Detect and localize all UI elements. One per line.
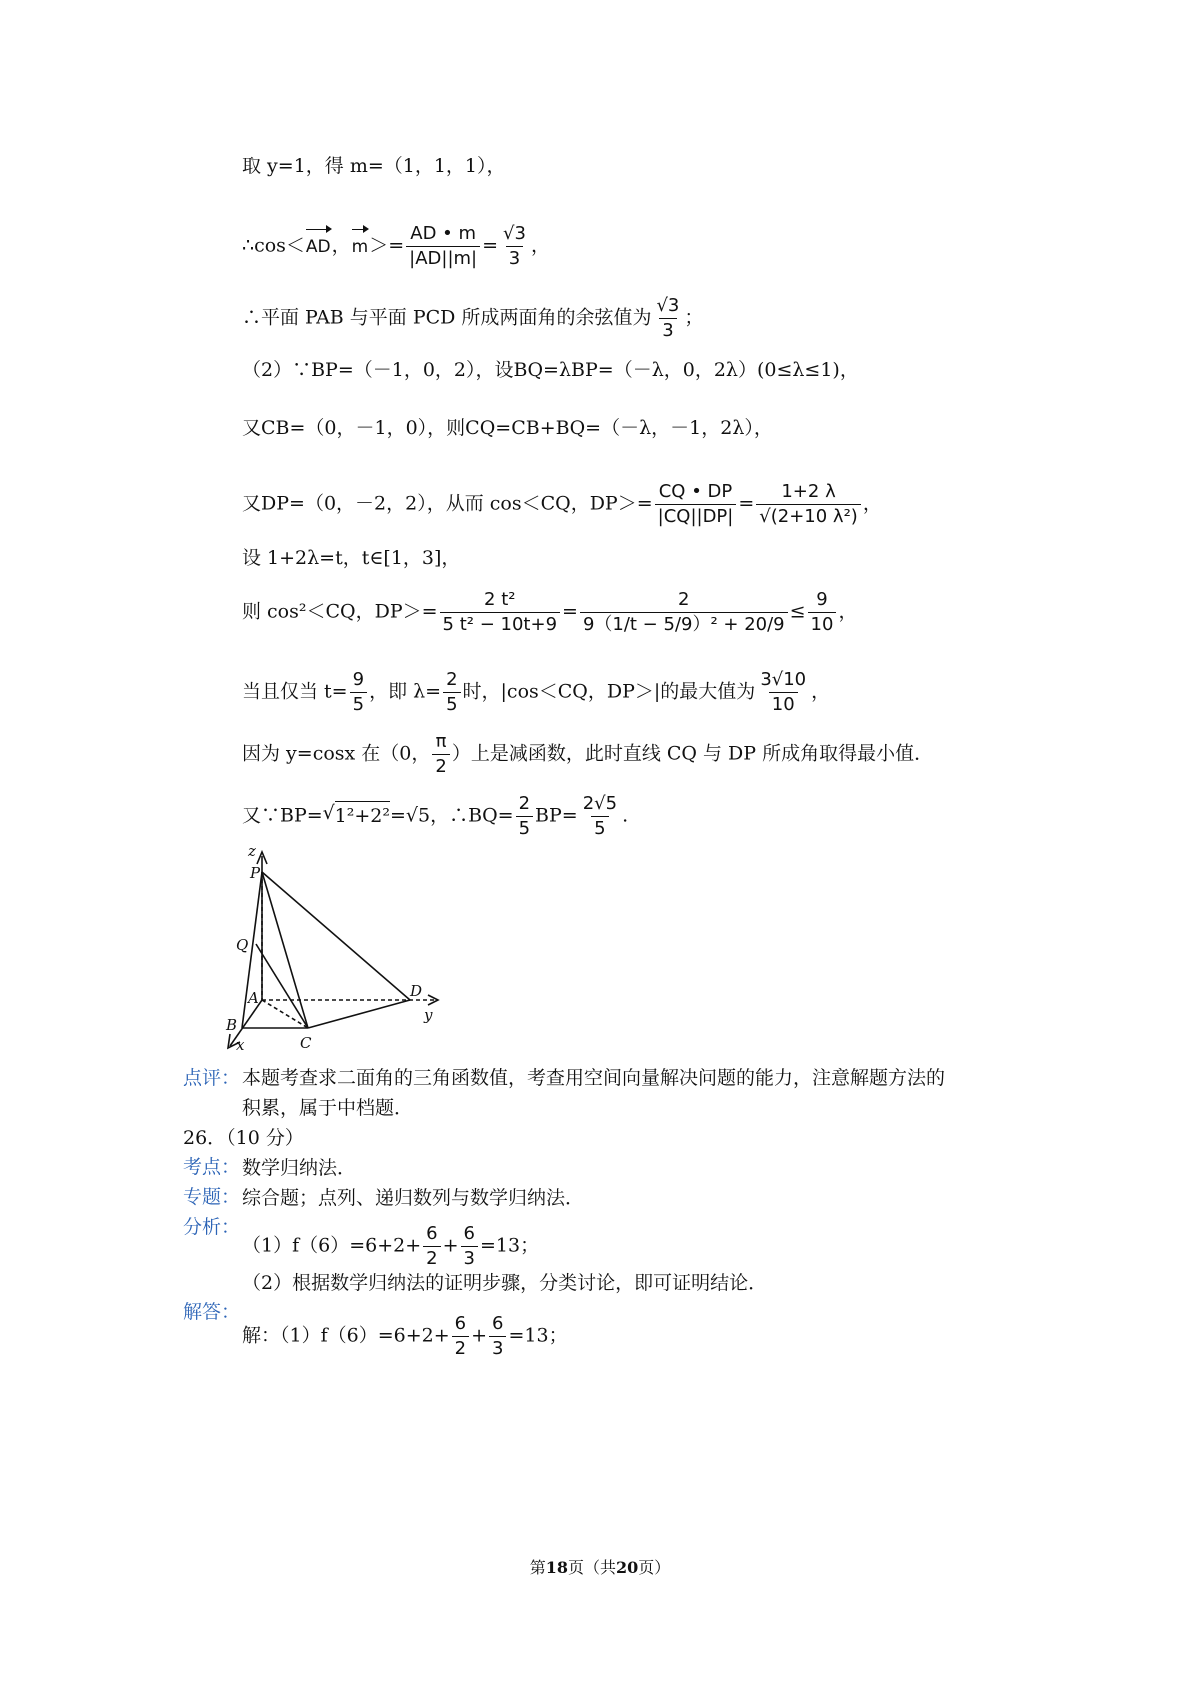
vector-m: m (351, 233, 370, 261)
text-a: 又∵BP= (242, 804, 323, 827)
solution-line-3 (242, 294, 703, 343)
frac-den: 3 (506, 246, 523, 271)
frac-num: 1+2 λ (781, 481, 836, 502)
fraction-lambda (443, 668, 460, 717)
total-pages: 20 (616, 1558, 639, 1577)
text-b: =13； (479, 1234, 540, 1257)
fraction-dot-product (655, 480, 737, 529)
frac-den: 5 (516, 816, 533, 841)
vector-ad: AD (305, 233, 332, 261)
frac-num: 2 (446, 669, 458, 690)
frac-num: π (435, 731, 447, 752)
page-number: 18 (545, 1558, 568, 1577)
label-d: D (410, 982, 423, 1000)
footer-pre: 第 (529, 1558, 546, 1577)
frac-num: 6 (454, 1313, 467, 1334)
label-p: P (250, 864, 261, 882)
frac-num: 3√10 (760, 669, 807, 690)
label-c: C (300, 1034, 312, 1052)
frac-den: 5 (591, 816, 608, 841)
frac-num: 6 (492, 1313, 504, 1334)
frac-num: 2 (678, 589, 690, 610)
solution-line-11 (242, 792, 628, 841)
edge-qc (256, 944, 308, 1028)
frac-den: 2 (423, 1246, 440, 1271)
frac-den: 2 (452, 1336, 469, 1361)
plus: + (442, 1234, 459, 1257)
eq: = (738, 492, 755, 515)
review-text-1: 本题考查求二面角的三角函数值，考查用空间向量解决问题的能力，注意解题方法的 (242, 1067, 946, 1089)
frac-den: |AD||m| (406, 246, 480, 271)
end: ， (862, 492, 882, 515)
frac-num: 2 t² (484, 589, 516, 610)
fraction-1 (440, 588, 560, 637)
fraction-1 (423, 1222, 440, 1271)
frac-num: √3 (503, 223, 526, 244)
solution-line-1: 取 y=1，得 m=（1，1，1）， (242, 155, 506, 177)
frac-den: 3 (659, 318, 676, 343)
pyramid-figure (220, 838, 460, 1060)
fraction-result (756, 480, 861, 529)
q26-title: 26．（10 分） (183, 1127, 304, 1149)
frac-den: 5 t² − 10t+9 (440, 612, 560, 637)
fraction-max (757, 668, 809, 717)
frac-den: 3 (461, 1246, 478, 1271)
kaodian-tag: 考点： (183, 1156, 241, 1178)
frac-num: CQ • DP (658, 481, 733, 502)
end: ， (811, 680, 831, 703)
frac-den: 9（1/t − 5/9）² + 20/9 (580, 612, 788, 637)
footer-mid: 页（共 (567, 1558, 616, 1577)
text-b: ，即 λ= (369, 680, 442, 703)
end: ， (838, 600, 858, 623)
fraction-t (350, 668, 367, 717)
end: ， (530, 234, 550, 257)
text-a: （1）f（6）=6+2+ (242, 1234, 422, 1257)
plus: + (471, 1324, 488, 1347)
sep: ， (331, 234, 351, 257)
frac-den: 2 (432, 754, 449, 779)
le: ≤ (789, 600, 806, 623)
solution-line-6 (242, 480, 882, 529)
zhuanti-tag: 专题： (183, 1186, 241, 1208)
end: ； (684, 306, 704, 329)
review-text-2: 积累，属于中档题． (242, 1097, 414, 1119)
solution-line-2 (242, 222, 550, 271)
frac-den: 3 (489, 1336, 506, 1361)
fraction-result (500, 222, 529, 271)
review-tag: 点评： (183, 1067, 241, 1089)
frac-num: 6 (463, 1223, 475, 1244)
fraction-3 (808, 588, 837, 637)
label-b: B (226, 1016, 238, 1034)
frac-den: 10 (808, 612, 837, 637)
fenxi-tag: 分析： (183, 1216, 241, 1238)
jieda-tag: 解答： (183, 1301, 241, 1323)
label-y: y (424, 1006, 433, 1024)
frac-den: 5 (443, 692, 460, 717)
text-c: BP= (535, 804, 578, 827)
label-z: z (248, 842, 256, 860)
text-b: ）上是减函数，此时直线 CQ 与 DP 所成角取得最小值． (451, 742, 934, 765)
label-x: x (236, 1036, 245, 1054)
frac-num: 2 (518, 793, 531, 814)
fenxi-line-2: （2）根据数学归纳法的证明步骤，分类讨论，即可证明结论． (242, 1272, 768, 1294)
text-a: 当且仅当 t= (242, 680, 348, 703)
page-footer (0, 1555, 1200, 1578)
frac-den: √(2+10 λ²) (756, 504, 861, 529)
end: . (622, 804, 629, 827)
fenxi-line-1 (242, 1222, 539, 1271)
label-a: A (248, 989, 259, 1007)
solution-line-8 (242, 588, 857, 637)
text-b: =√5，∴BQ= (390, 804, 514, 827)
line-text: ∴平面 PAB 与平面 PCD 所成两面角的余弦值为 (242, 306, 652, 329)
fraction-2 (580, 792, 620, 841)
text-c: 时，|cos＜CQ，DP＞|的最大值为 (462, 680, 756, 703)
text-a: 因为 y=cosx 在（0， (242, 742, 431, 765)
frac-num: 9 (816, 589, 828, 610)
zhuanti-text: 综合题；点列、递归数列与数学归纳法． (242, 1187, 585, 1209)
sqrt (323, 801, 390, 830)
line-text: 则 cos²＜CQ，DP＞= (242, 600, 438, 623)
frac-den: |CQ||DP| (655, 504, 737, 529)
frac-num: AD • m (410, 223, 477, 244)
label-q: Q (236, 936, 249, 954)
sqrt-content: 1²+2² (335, 801, 390, 830)
line-text: 又DP=（0，－2，2），从而 cos＜CQ，DP＞= (242, 492, 653, 515)
solution-line-9 (242, 668, 830, 717)
edge-pd (262, 872, 410, 1000)
frac-num: √3 (656, 295, 680, 316)
solution-line-10 (242, 730, 933, 779)
gt-eq: ＞= (369, 234, 405, 257)
eq: = (482, 234, 499, 257)
fraction-1 (452, 1312, 469, 1361)
fraction-cosine (653, 294, 682, 343)
footer-post: 页） (638, 1558, 671, 1577)
eq: = (562, 600, 578, 623)
fraction-2 (489, 1312, 506, 1361)
jieda-line-1 (242, 1312, 568, 1361)
fraction-2 (580, 588, 788, 637)
frac-den: 10 (769, 692, 798, 717)
frac-den: 5 (350, 692, 367, 717)
solution-line-7: 设 1+2λ=t，t∈[1，3]， (242, 547, 461, 569)
solution-line-4: （2）∵BP=（－1，0，2），设BQ=λBP=（－λ，0，2λ）(0≤λ≤1)， (242, 359, 859, 381)
fraction-pi (432, 730, 449, 779)
frac-num: 2√5 (582, 793, 618, 814)
solution-line-5: 又CB=（0，－1，0），则CQ=CB+BQ=（－λ，－1，2λ）， (242, 417, 773, 439)
cos-prefix: ∴cos＜ (242, 234, 305, 257)
text-a: 解：（1）f（6）=6+2+ (242, 1324, 450, 1347)
kaodian-text: 数学归纳法． (242, 1157, 357, 1179)
fraction-dot-product (406, 222, 480, 271)
frac-num: 6 (426, 1223, 438, 1244)
fraction-2 (461, 1222, 478, 1271)
text-b: =13； (508, 1324, 568, 1347)
edge-cd (308, 1000, 410, 1028)
fraction-1 (516, 792, 533, 841)
frac-num: 9 (352, 669, 365, 690)
